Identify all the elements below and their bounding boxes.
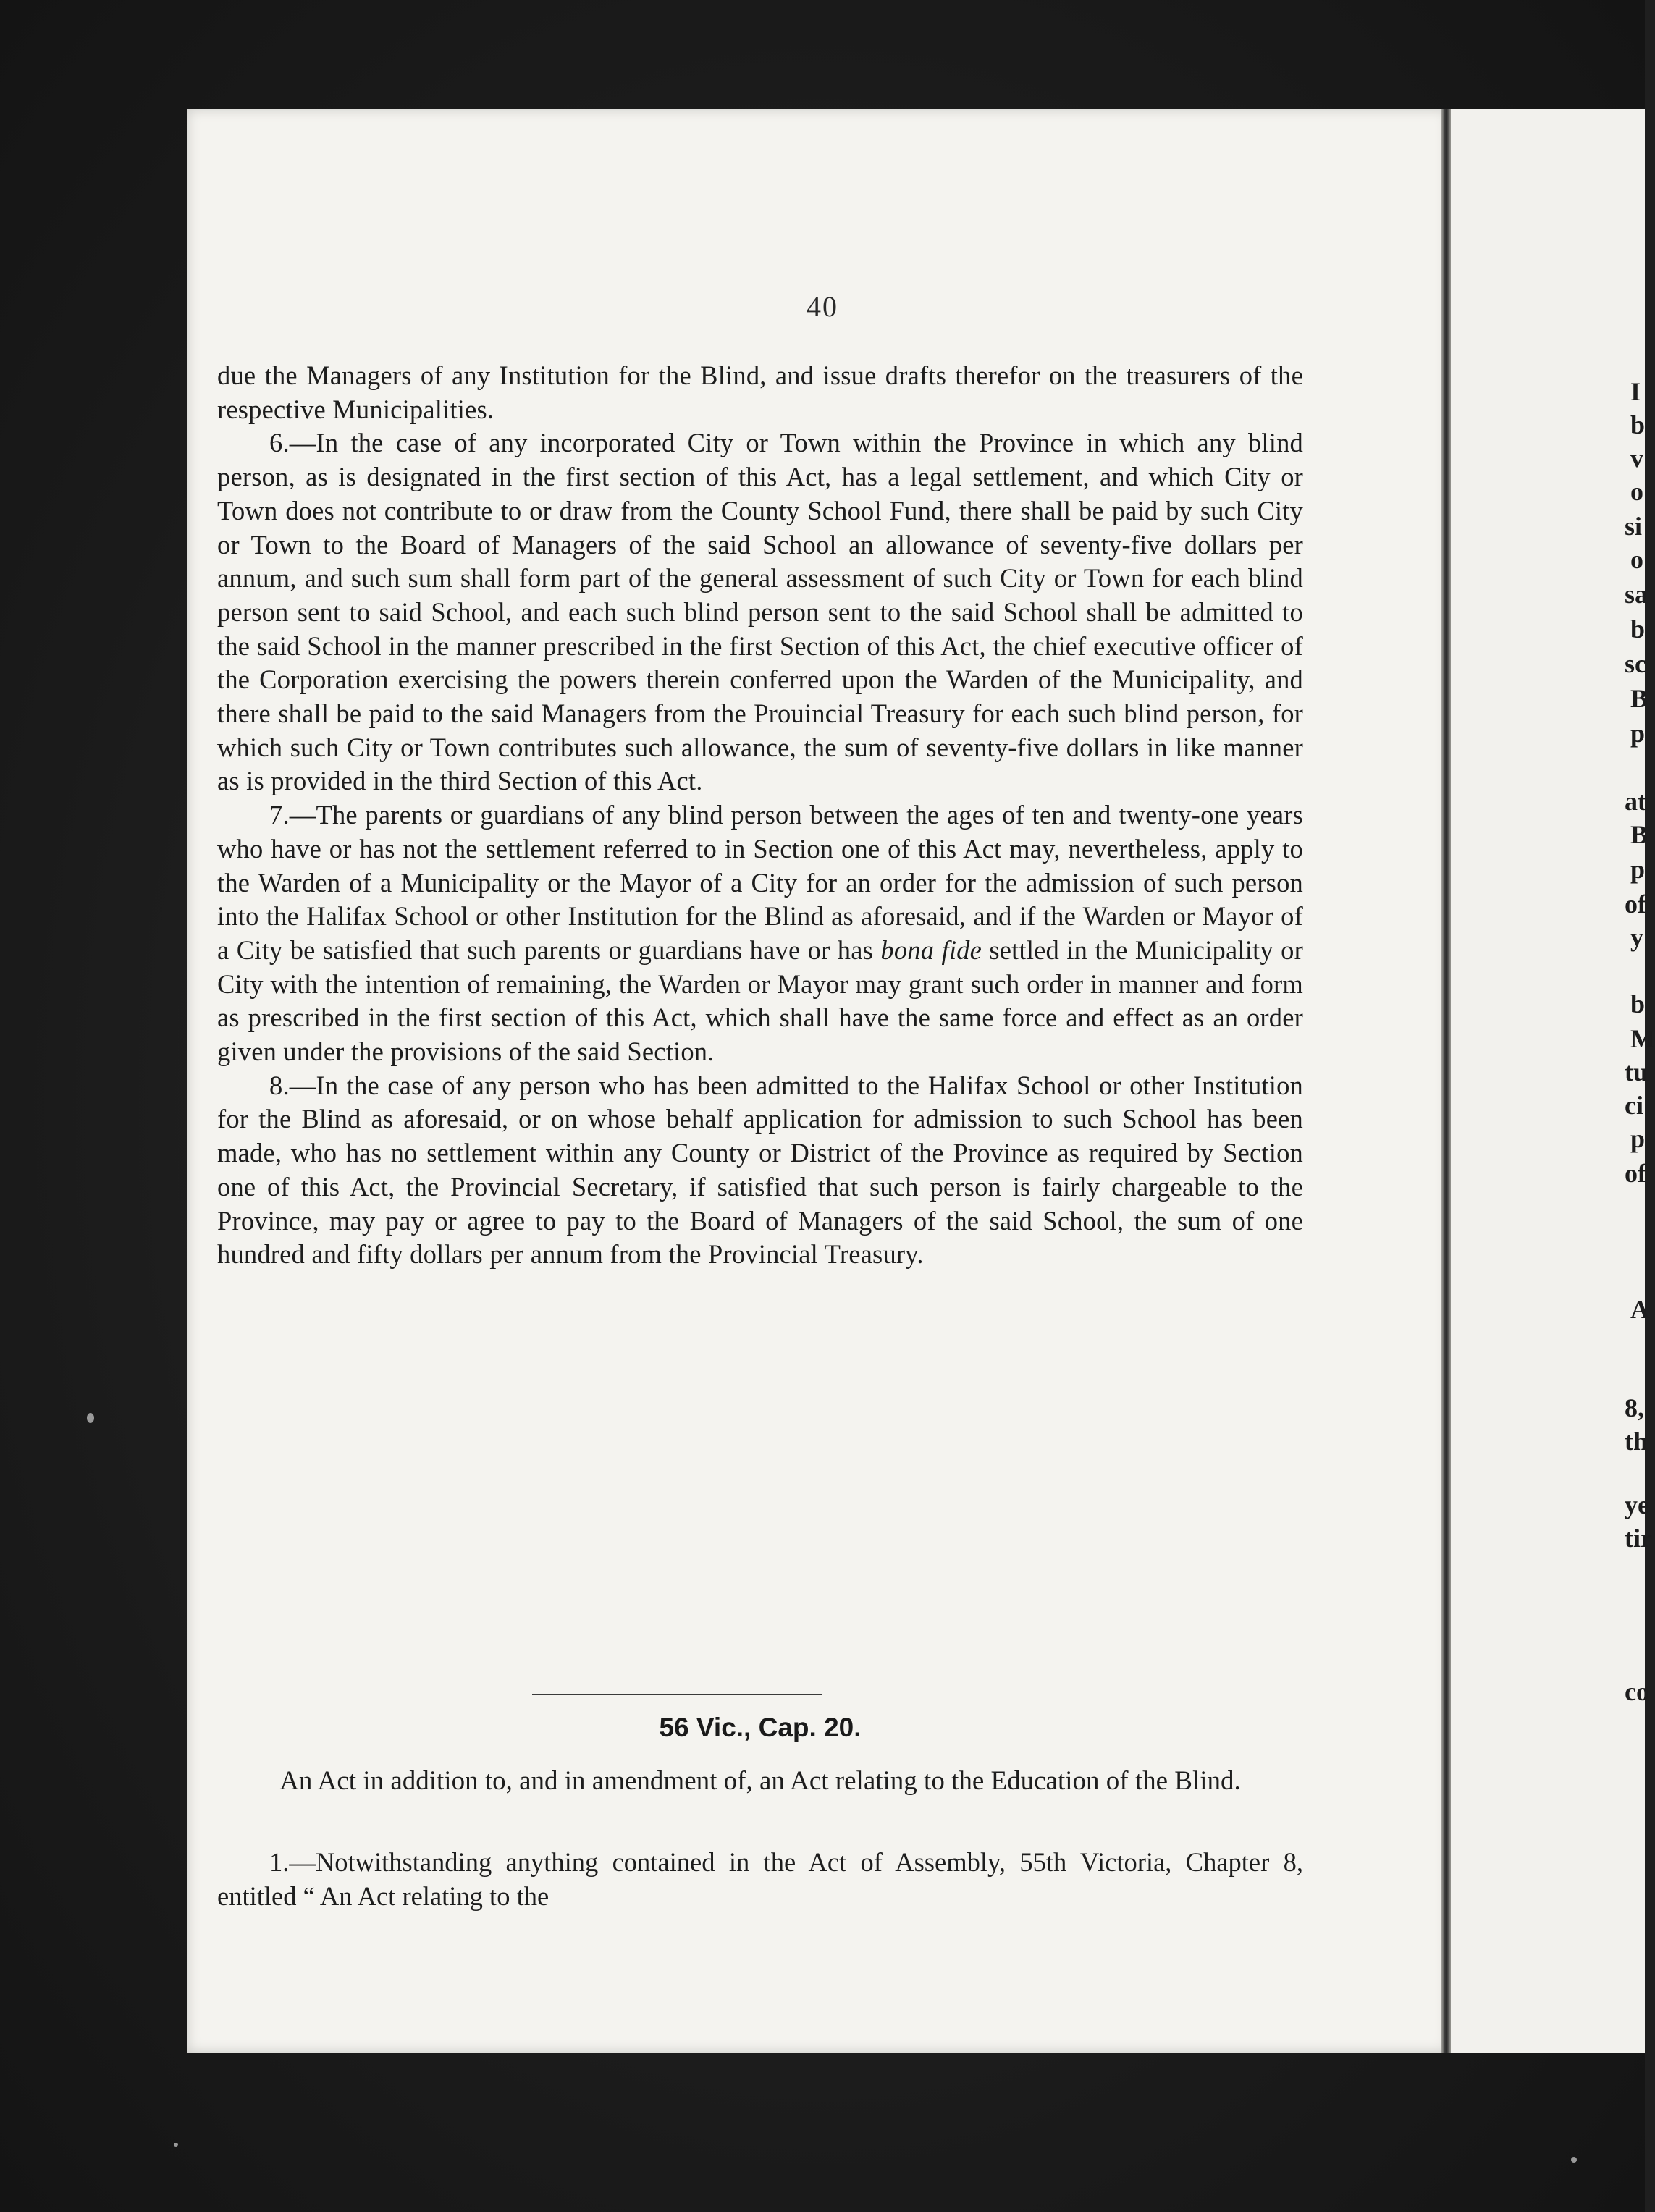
right-page-fragment: p [1630,1124,1646,1153]
page-number: 40 [807,290,838,323]
right-page-fragment: o [1630,477,1643,506]
right-page-fragment: A [1630,1295,1649,1324]
right-page-fragment: M [1630,1024,1655,1053]
right-page-fragment: sa [1625,580,1648,609]
act-section-1: 1.—Notwithstanding anything contained in the Act of Assembly, 55th Victoria, Chapter 8, entitled “ An Act relating to the [217,1847,1303,1911]
section-divider [532,1694,822,1695]
right-page-fragment: tir [1625,1524,1652,1553]
scan-speck [87,1413,94,1423]
right-page-fragment: ye [1625,1490,1649,1519]
scan-speck [174,2143,178,2147]
right-page-fragment: b [1630,410,1646,439]
right-page-fragment: si [1625,512,1643,541]
section-7 [217,798,1303,1069]
right-page-fragment: v [1630,444,1643,473]
book-gutter [1441,109,1451,2053]
right-page-fragment: 8, [1625,1393,1644,1422]
right-page-fragment: B [1630,684,1648,713]
right-page-fragment: co [1625,1677,1649,1706]
right-page-fragment: of [1625,890,1646,919]
right-page-fragment: y [1630,923,1643,952]
paragraph-continuation: due the Managers of any Institution for the Blind, and issue drafts therefor on the treasurers of the respective Municipalities. [217,360,1303,424]
right-page-fragment: tu [1625,1058,1648,1086]
page-right [1451,109,1645,2053]
right-page-fragment: sc [1625,649,1646,678]
right-page-fragment: p [1630,719,1646,748]
right-page-fragment: b [1630,989,1646,1018]
act-heading: 56 Vic., Cap. 20. [659,1713,862,1742]
right-page-fragment: ci [1625,1091,1643,1120]
act-title: An Act in addition to, and in amendment of, an Act relating to the Education of the Blind. [279,1766,1241,1796]
right-page-fragment: B [1630,820,1648,849]
right-page-fragment: b [1630,615,1646,643]
right-page-fragment: of [1625,1159,1646,1188]
act-body [217,1846,1303,1913]
right-page-fragment: at [1625,787,1646,816]
section-6: 6.—In the case of any incorporated City or Town within the Province in which any blind person, as is designated in the first section of this Act, has a legal settlement, and which City or Town does not contribute to or draw from the County School Fund, there shall be paid by such City or Town to the Board of Managers of the said School an allowance of seventy-five dollars per annum, and such sum shall form part of the general assessment of such City or Town for each blind person sent to said School, and each such blind person sent to the said School shall be admitted to the said School in the manner prescribed in the first Section of this Act, the chief executive officer of the Corporation exercising the powers therein conferred upon the Warden of the Municipality, and there shall be paid to the said Managers from the Prouincial Treasury for each such blind person, for which such City or Town contributes such allowance, the sum of seventy-five dollars in like manner as is provided in the third Section of this Act. [217,428,1303,796]
body-text [217,359,1303,1272]
section-7-text: 7.—The parents or guardians of any blind person between the ages of ten and twenty-one years who have or has not the settlement referred to in Section one of this Act may, nevertheless, apply to the Warden of a Municipality or the Mayor of a City for an order for the admission of such person into the Halifax School or other Institution for the Blind as aforesaid, and if the Warden or Mayor of a City be satisfied that such parents or guardians have or has [217,800,1303,965]
right-page-fragment: o [1630,545,1643,574]
scan-speck [1571,2157,1577,2163]
right-page-fragment: I [1630,377,1641,406]
italic-phrase: bona fide [880,934,982,965]
right-page-fragment: th [1625,1427,1648,1456]
section-8: 8.—In the case of any person who has been admitted to the Halifax School or other Institution for the Blind as aforesaid, or on whose behalf application for admission to such School has been made, who has no settlement within any County or District of the Province as required by Section one of this Act, the Provincial Secretary, if satisfied that such person is fairly chargeable to the Province, may pay or agree to pay to the Board of Managers of the said School, the sum of one hundred and fifty dollars per annum from the Provincial Treasury. [217,1070,1303,1270]
right-page-fragment: p [1630,855,1646,884]
section-7-text-cont: settled in the Municipality or City with the intention of remaining, the Warden or Mayor may grant such order in manner and form as prescribed in the first section of this Act, which shall have the same force and effect as an order given under the provisions of the said Section. [217,934,1303,1067]
